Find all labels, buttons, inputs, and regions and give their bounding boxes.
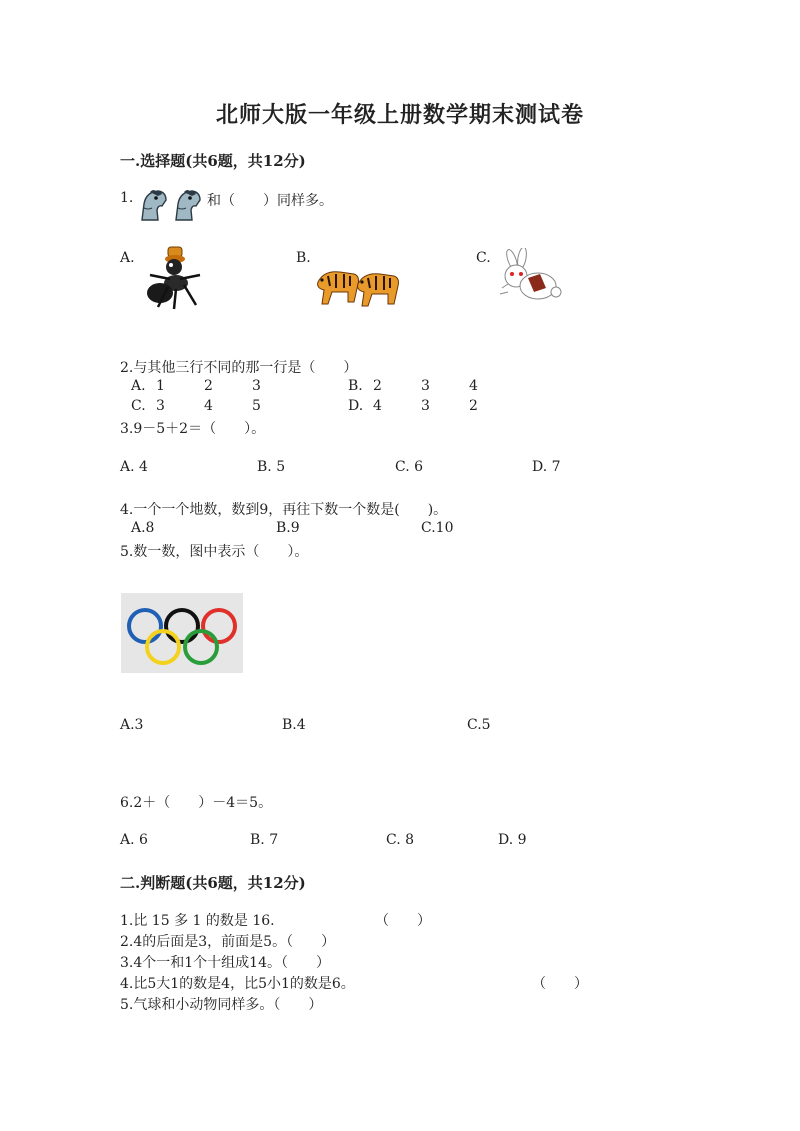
- q3-option-b[interactable]: B. 5: [257, 459, 286, 475]
- section-heading-choice: 一.选择题(共6题，共12分): [120, 152, 306, 170]
- judge-item-4-blank[interactable]: （ ）: [532, 976, 588, 992]
- q3-option-c[interactable]: C. 6: [395, 459, 424, 475]
- q6-option-c[interactable]: C. 8: [386, 832, 415, 848]
- q4-option-b[interactable]: B.9: [276, 520, 300, 536]
- q1-option-c-label[interactable]: C.: [476, 250, 491, 266]
- q4-option-c[interactable]: C.10: [421, 520, 454, 536]
- q2-row-c-num: 5: [252, 398, 261, 414]
- q1-text: 和（ ）同样多。: [207, 193, 333, 209]
- q2-row-b-num: 4: [469, 378, 478, 394]
- q5-option-b[interactable]: B.4: [282, 717, 306, 733]
- q2-row-a-label[interactable]: A.: [131, 378, 146, 394]
- page-title: 北师大版一年级上册数学期末测试卷: [215, 102, 584, 128]
- judge-item-5: 5.气球和小动物同样多。（ ）: [120, 997, 323, 1013]
- section-heading-judgement: 二.判断题(共6题，共12分): [120, 874, 306, 892]
- q6-option-b[interactable]: B. 7: [250, 832, 279, 848]
- judge-item-1-blank[interactable]: （ ）: [375, 913, 431, 929]
- judge-item-3: 3.4个一和1个十组成14。（ ）: [120, 955, 330, 971]
- q3-option-d[interactable]: D. 7: [532, 459, 561, 475]
- q2-row-b-label[interactable]: B.: [348, 378, 363, 394]
- q2-row-a-num: 1: [156, 378, 165, 394]
- q2-row-c-num: 4: [204, 398, 213, 414]
- horse-head-icon: [176, 190, 200, 220]
- q2-text: 2.与其他三行不同的那一行是（ ）: [120, 360, 358, 376]
- q2-row-d-num: 2: [469, 398, 478, 414]
- q6-option-d[interactable]: D. 9: [498, 832, 527, 848]
- q1-option-b-label[interactable]: B.: [296, 250, 311, 266]
- q2-row-d-label[interactable]: D.: [348, 398, 364, 414]
- q3-text: 3.9－5＋2＝（ ）。: [120, 421, 266, 437]
- olympic-rings-picture: [121, 593, 243, 673]
- q1-number: 1.: [120, 190, 134, 206]
- q2-row-d-num: 4: [373, 398, 382, 414]
- horse-heads-picture: [136, 186, 204, 224]
- q5-option-c[interactable]: C.5: [467, 717, 491, 733]
- q6-option-a[interactable]: A. 6: [120, 832, 148, 848]
- q6-text: 6.2＋（ ）－4＝5。: [120, 795, 273, 811]
- q4-text: 4.一个一个地数，数到9，再往下数一个数是( )。: [120, 502, 448, 518]
- horse-head-icon: [142, 190, 166, 220]
- tigers-picture: [314, 252, 404, 310]
- q1-option-a-label[interactable]: A.: [120, 250, 135, 266]
- q5-text: 5.数一数，图中表示（ ）。: [120, 544, 309, 560]
- ant-picture: [140, 245, 210, 313]
- q2-row-b-num: 2: [373, 378, 382, 394]
- q2-row-b-num: 3: [421, 378, 430, 394]
- q2-row-a-num: 2: [204, 378, 213, 394]
- q3-option-a[interactable]: A. 4: [120, 459, 148, 475]
- q2-row-c-label[interactable]: C.: [131, 398, 146, 414]
- q2-row-d-num: 3: [421, 398, 430, 414]
- judge-item-2: 2.4的后面是3，前面是5。（ ）: [120, 934, 336, 950]
- judge-item-1: 1.比 15 多 1 的数是 16.: [120, 913, 275, 929]
- q5-option-a[interactable]: A.3: [120, 717, 144, 733]
- q2-row-a-num: 3: [252, 378, 261, 394]
- q2-row-c-num: 3: [156, 398, 165, 414]
- q4-option-a[interactable]: A.8: [131, 520, 155, 536]
- rabbit-picture: [494, 248, 564, 308]
- judge-item-4: 4.比5大1的数是4，比5小1的数是6。: [120, 976, 355, 992]
